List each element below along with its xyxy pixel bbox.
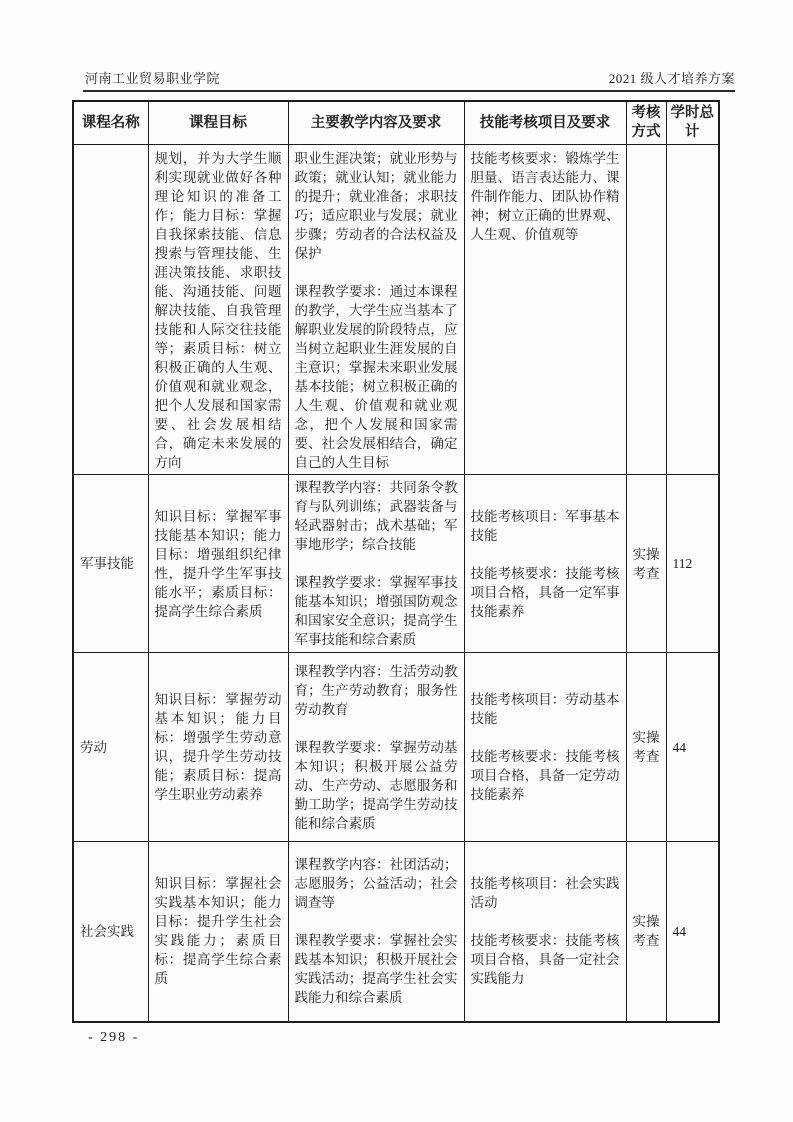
assessment-paragraph: 技能考核要求：技能考核项目合格，具备一定劳动技能素养: [470, 749, 620, 802]
course-name-cell: [73, 145, 148, 475]
method-cell: 实操考查: [626, 842, 666, 1022]
col-header-hours: 学时总计: [666, 101, 719, 145]
assessment-paragraph: 技能考核项目：劳动基本技能: [470, 692, 620, 726]
method-cell: [626, 145, 666, 475]
hours-cell: 44: [666, 653, 719, 842]
content-paragraph: 课程教学内容：社团活动；志愿服务；公益活动；社会调查等: [294, 857, 458, 911]
content-paragraph: 课程教学要求：掌握军事技能基本知识；增强国防观念和国家安全意识；提高学生军事技能和综合素质: [294, 575, 458, 647]
course-name-cell: 军事技能: [73, 475, 148, 653]
assessment-paragraph: 技能考核项目：社会实践活动: [470, 876, 620, 911]
teaching-content-cell: [288, 475, 464, 653]
teaching-content-cell: [288, 653, 464, 842]
content-paragraph: 课程教学内容：共同条令教育与队列训练；武器装备与轻武器射击；战术基础；军事地形学；综合技能: [294, 480, 458, 552]
content-paragraph: 课程教学内容：生活劳动教育；生产劳动教育；服务性劳动教育: [294, 663, 458, 717]
objectives-text: 知识目标：掌握军事技能基本知识；能力目标：增强组织纪律性，提升学生军事技能水平；素质目标：提高学生综合素质: [154, 508, 282, 619]
hours-cell: 112: [666, 475, 719, 653]
col-header-course-name: 课程名称: [73, 101, 148, 145]
course-objectives-cell: [148, 653, 288, 842]
assessment-paragraph: 技能考核要求：锻炼学生胆量、语言表达能力、课件制作能力、团队协作精神；树立正确的世界观、人生观、价值观等: [470, 151, 620, 242]
assessment-cell: [464, 653, 626, 842]
course-name-cell: 社会实践: [73, 842, 148, 1022]
content-paragraph: 课程教学要求：掌握劳动基本知识；积极开展公益劳动、生产劳动、志愿服务和勤工助学；提高学生劳动技能和综合素质: [294, 739, 458, 831]
hours-cell: [666, 145, 719, 475]
course-name-cell: 劳动: [73, 653, 148, 842]
assessment-cell: [464, 145, 626, 475]
course-objectives-cell: [148, 145, 288, 475]
content-paragraph: 职业生涯决策；就业形势与政策；就业认知；就业能力的提升；就业准备；求职技巧；适应职业与发展；就业步骤；劳动者的合法权益及保护: [294, 151, 458, 261]
table-row: [73, 842, 719, 1022]
header-school-name: 河南工业贸易职业学院: [85, 71, 221, 86]
method-cell: 实操考查: [626, 475, 666, 653]
objectives-text: 规划，并为大学生顺利实现就业做好各种理论知识的准备工作；能力目标：掌握自我探索技能、信息搜索与管理技能、生涯决策技能、求职技能、沟通技能、问题解决技能、自我管理技能和人际交往技能等；素质目标：树立积极正确的人生观、价值观和就业观念，把个人发展和国家需要、社会发展相结合，确定未来发展的方向: [154, 151, 282, 470]
assessment-paragraph: 技能考核项目：军事基本技能: [470, 508, 620, 543]
content-paragraph: 课程教学要求：通过本课程的教学，大学生应当基本了解职业发展的阶段特点，应当树立起职业生涯发展的自主意识；掌握未来职业发展基本技能；树立积极正确的人生观、价值观和就业观念，把个人发展和国家需要、社会发展相结合，确定自己的人生目标: [294, 284, 458, 470]
course-objectives-cell: [148, 842, 288, 1022]
table-row: [73, 145, 719, 475]
table-row: [73, 653, 719, 842]
objectives-text: 知识目标：掌握劳动基本知识；能力目标：增强学生劳动意识，提升学生劳动技能；素质目标：提高学生职业劳动素养: [154, 692, 282, 802]
teaching-content-cell: [288, 842, 464, 1022]
page-number: - 298 -: [88, 1030, 140, 1045]
objectives-text: 知识目标：掌握社会实践基本知识；能力目标：提升学生社会实践能力；素质目标：提高学生综合素质: [154, 876, 282, 987]
hours-cell: 44: [666, 842, 719, 1022]
col-header-objectives: 课程目标: [148, 101, 288, 145]
content-paragraph: 课程教学要求：掌握社会实践基本知识；积极开展社会实践活动；提高学生社会实践能力和综合素质: [294, 933, 458, 1006]
col-header-method: 考核方式: [626, 101, 666, 145]
table-header-row: [73, 101, 719, 145]
header-plan-title: 2021 级人才培养方案: [608, 71, 735, 86]
table-row: [73, 475, 719, 653]
assessment-cell: [464, 842, 626, 1022]
col-header-content: 主要教学内容及要求: [288, 101, 464, 145]
method-cell: 实操考查: [626, 653, 666, 842]
col-header-assessment: 技能考核项目及要求: [464, 101, 626, 145]
course-table: [72, 100, 720, 1023]
assessment-paragraph: 技能考核要求：技能考核项目合格，具备一定军事技能素养: [470, 565, 620, 619]
teaching-content-cell: [288, 145, 464, 475]
course-objectives-cell: [148, 475, 288, 653]
header-rule: [83, 90, 735, 92]
assessment-paragraph: 技能考核要求：技能考核项目合格，具备一定社会实践能力: [470, 933, 620, 987]
assessment-cell: [464, 475, 626, 653]
